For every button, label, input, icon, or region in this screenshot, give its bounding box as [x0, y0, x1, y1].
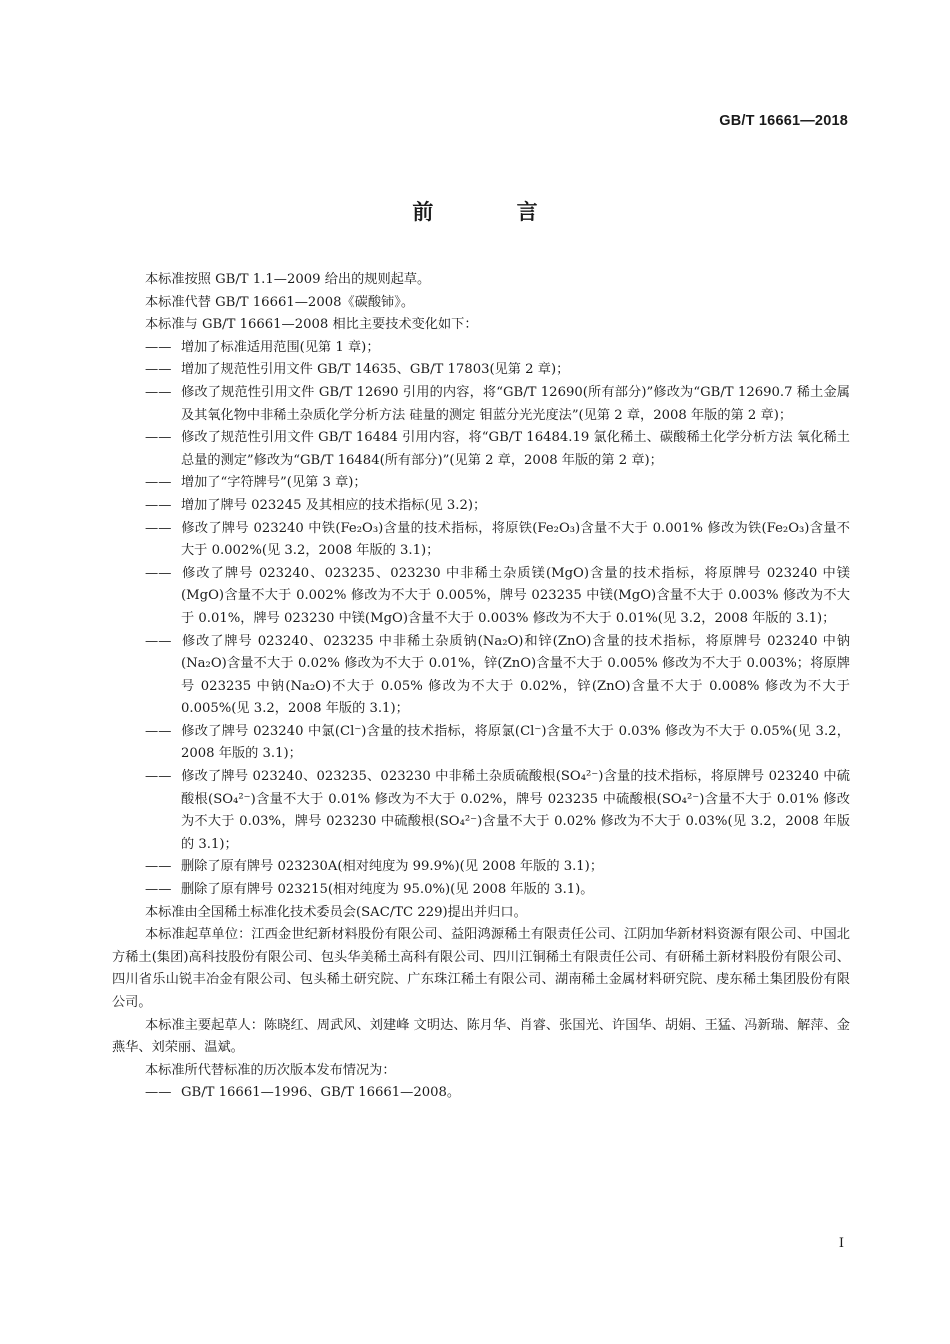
list-item: [145, 721, 850, 766]
proposal-paragraph: 本标准由全国稀土标准化技术委员会(SAC/TC 229)提出并归口。: [145, 904, 527, 920]
dash-marker: ——: [145, 339, 172, 355]
list-item-text: 修改了牌号 023240 中氯(Cl⁻)含量的技术指标，将原氯(Cl⁻)含量不大于 0.03% 修改为不大于 0.05%(见 3.2，2008 年版的 3.1)；: [181, 723, 850, 762]
list-item: [145, 337, 850, 360]
drafters-paragraph: 本标准主要起草人：陈晓红、周武风、刘建峰 文明达、陈月华、肖睿、张国光、许国华、胡娟、王猛、冯新瑞、解萍、金燕华、刘荣丽、温斌。: [112, 1017, 850, 1056]
dash-marker: ——: [145, 859, 172, 875]
list-item-text: 增加了标准适用范围(见第 1 章)；: [181, 339, 380, 355]
list-item-text: 修改了牌号 023240、023235、023230 中非稀土杂质镁(MgO)含量的技术指标，将原牌号 023240 中镁(MgO)含量不大于 0.002% 修改为不大于 0.005%，牌号 023235 中镁(MgO)含量不大于 0.003% 修改为不大于 0.01%，牌号 023230 中镁(MgO)含量不大于 0.003% 修改为不大于 0.01%(见 3.2，2008 年版的 3.1)；: [181, 565, 850, 626]
list-item: [145, 766, 850, 856]
list-item: [145, 856, 850, 879]
dash-marker: ——: [145, 882, 172, 898]
list-item: [145, 879, 850, 902]
list-item: [145, 382, 850, 427]
page-title: 前 言: [412, 200, 576, 224]
dash-marker: ——: [145, 497, 172, 513]
list-item: [145, 359, 850, 382]
dash-marker: ——: [145, 362, 172, 378]
list-item: [145, 1082, 850, 1105]
list-item-text: 删除了原有牌号 023215(相对纯度为 95.0%)(见 2008 年版的 3.1)。: [181, 882, 594, 898]
list-item: [145, 472, 850, 495]
list-item: [145, 563, 850, 631]
dash-marker: ——: [145, 475, 172, 491]
list-item-text: 修改了牌号 023240、023235、023230 中非稀土杂质硫酸根(SO₄²⁻)含量的技术指标，将原牌号 023240 中硫酸根(SO₄²⁻)含量不大于 0.01% 修改为不大于 0.02%，牌号 023235 中硫酸根(SO₄²⁻)含量不大于 0.01% 修改为不大于 0.03%，牌号 023230 中硫酸根(SO₄²⁻)含量不大于 0.02% 修改为不大于 0.03%(见 3.2，2008 年版的 3.1)；: [181, 769, 850, 852]
list-item-text: 修改了规范性引用文件 GB/T 16484 引用内容，将“GB/T 16484.19 氯化稀土、碳酸稀土化学分析方法 氧化稀土总量的测定”修改为“GB/T 16484(所有部分)”(见第 2 章，2008 年版的第 2 章)；: [181, 430, 850, 468]
dash-marker: ——: [145, 633, 172, 649]
list-item-text: 修改了牌号 023240、023235 中非稀土杂质钠(Na₂O)和锌(ZnO)含量的技术指标，将原牌号 023240 中钠(Na₂O)含量不大于 0.02% 修改为不大于 0.01%，锌(ZnO)含量不大于 0.005% 修改为不大于 0.003%；将原牌号 023235 中钠(Na₂O)不大于 0.05% 修改为不大于 0.02%，锌(ZnO)含量不大于 0.008% 修改为不大于 0.005%(见 3.2，2008 年版的 3.1)；: [181, 633, 850, 717]
list-item: [145, 495, 850, 518]
list-item-text: 修改了牌号 023240 中铁(Fe₂O₃)含量的技术指标，将原铁(Fe₂O₃)含量不大于 0.001% 修改为铁(Fe₂O₃)含量不大于 0.002%(见 3.2，2008 年版的 3.1)；: [181, 520, 850, 559]
standard-code: GB/T 16661—2018: [719, 113, 848, 129]
list-item-text: 修改了规范性引用文件 GB/T 12690 引用的内容，将“GB/T 12690(所有部分)”修改为“GB/T 12690.7 稀土金属及其氧化物中非稀土杂质化学分析方法 硅量的测定 钼蓝分光光度法”(见第 2 章，2008 年版的第 2 章)；: [181, 384, 850, 423]
document-body: [112, 269, 850, 1105]
dash-marker: ——: [145, 769, 172, 785]
history-intro-paragraph: 本标准所代替标准的历次版本发布情况为：: [145, 1062, 396, 1078]
list-item-text: GB/T 16661—1996、GB/T 16661—2008。: [181, 1085, 461, 1101]
list-item-text: 删除了原有牌号 023230A(相对纯度为 99.9%)(见 2008 年版的 3.1)；: [181, 859, 604, 875]
dash-marker: ——: [145, 430, 172, 446]
intro-paragraph: 本标准代替 GB/T 16661—2008《碳酸铈》。: [145, 294, 415, 310]
list-item-text: 增加了“字符牌号”(见第 3 章)；: [181, 475, 367, 491]
list-item: [145, 631, 850, 721]
change-list: [145, 337, 850, 902]
list-item-text: 增加了规范性引用文件 GB/T 14635、GB/T 17803(见第 2 章)；: [181, 362, 570, 378]
drafting-units-paragraph: 本标准起草单位：江西金世纪新材料股份有限公司、益阳鸿源稀土有限责任公司、江阴加华新材料资源有限公司、中国北方稀土(集团)高科技股份有限公司、包头华美稀土高科有限公司、四川江铜稀土有限责任公司、有研稀土新材料股份有限公司、四川省乐山锐丰冶金有限公司、包头稀土研究院、广东珠江稀土有限公司、湖南稀土金属材料研究院、虔东稀土集团股份有限公司。: [112, 927, 850, 1010]
dash-marker: ——: [145, 723, 172, 739]
intro-paragraph: 本标准按照 GB/T 1.1—2009 给出的规则起草。: [145, 272, 431, 287]
list-item: [145, 518, 850, 563]
intro-paragraph: 本标准与 GB/T 16661—2008 相比主要技术变化如下：: [145, 317, 478, 333]
page-number: I: [838, 1236, 844, 1251]
dash-marker: ——: [145, 384, 172, 400]
dash-marker: ——: [145, 565, 172, 581]
dash-marker: ——: [145, 1085, 172, 1101]
list-item-text: 增加了牌号 023245 及其相应的技术指标(见 3.2)；: [181, 497, 487, 513]
dash-marker: ——: [145, 520, 172, 536]
list-item: [145, 427, 850, 472]
